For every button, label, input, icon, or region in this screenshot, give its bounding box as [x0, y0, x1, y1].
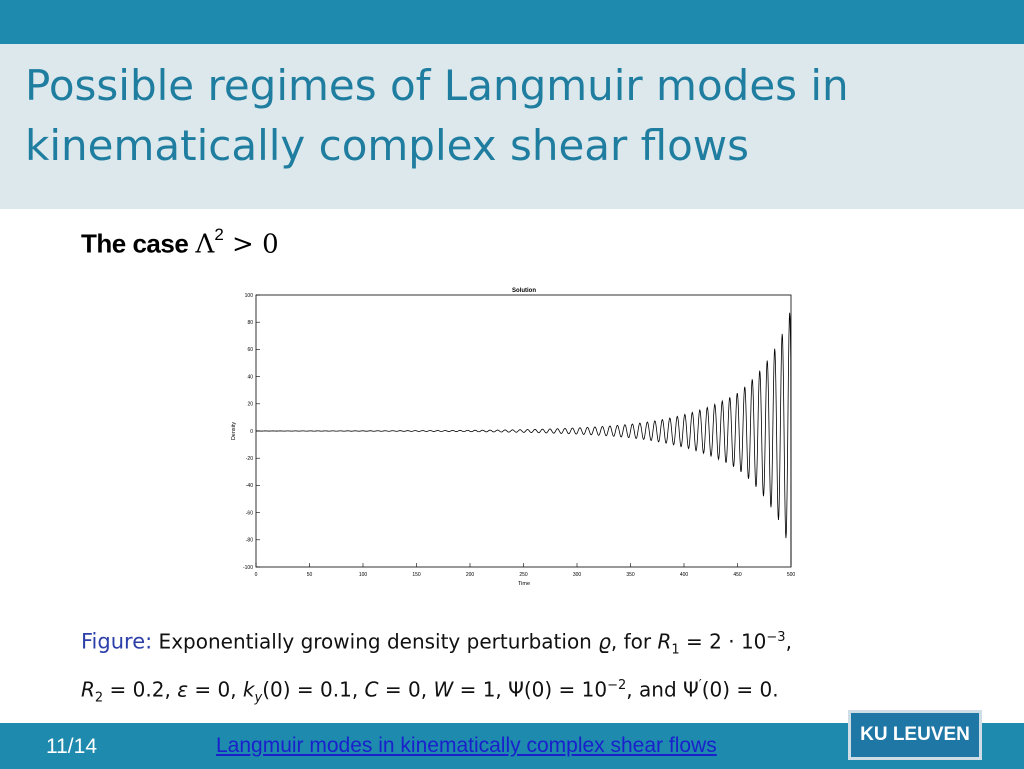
y-axis-label: Density — [231, 421, 237, 441]
y-tick-label: 20 — [247, 401, 253, 408]
caption-text: = 0.2, — [103, 677, 178, 702]
c-symbol: C — [364, 677, 379, 702]
caption-text: Exponentially growing density perturbation — [152, 629, 599, 654]
slide-title: Possible regimes of Langmuir modes in kinematically complex shear flows — [25, 61, 849, 170]
density-series-line — [256, 313, 791, 564]
section-heading-text: The case — [81, 228, 189, 259]
x-tick-label: 450 — [733, 572, 742, 578]
epsilon-symbol: ε — [177, 677, 188, 702]
inequality: > 0 — [223, 229, 279, 260]
exponent: −3 — [766, 630, 786, 645]
x-tick-label: 400 — [679, 572, 689, 578]
y-tick-label: 0 — [250, 428, 253, 435]
lambda-symbol: Λ — [195, 229, 215, 260]
lambda-exponent: 2 — [214, 225, 224, 244]
exponent: −2 — [607, 677, 627, 693]
prime-symbol: ′ — [698, 677, 702, 693]
y-tick-label: 60 — [247, 347, 253, 354]
x-tick-label: 300 — [572, 572, 582, 578]
caption-text: = 0, — [378, 677, 434, 702]
caption-text: , — [785, 629, 792, 654]
r1-subscript: 1 — [671, 642, 680, 658]
figure-label: Figure: — [81, 629, 153, 654]
k-symbol: k — [242, 677, 255, 702]
y-tick-label: -20 — [245, 456, 253, 462]
x-axis-label: Time — [517, 581, 531, 587]
y-tick-label: -40 — [245, 483, 253, 490]
x-tick-label: 250 — [519, 572, 528, 578]
x-axis-ticks — [255, 563, 796, 578]
caption-line-1 — [81, 620, 981, 668]
r2-symbol: R — [81, 677, 95, 702]
x-tick-label: 100 — [358, 572, 368, 578]
section-heading — [81, 225, 279, 260]
y-axis-ticks — [243, 293, 260, 571]
footer-presentation-link[interactable]: Langmuir modes in kinematically complex shear flows — [216, 734, 717, 757]
r1-symbol: R — [657, 629, 672, 654]
x-tick-label: 50 — [306, 572, 313, 578]
x-tick-label: 500 — [786, 572, 796, 578]
caption-text: (0) = 0.1, — [262, 677, 365, 702]
y-tick-label: -80 — [245, 537, 253, 544]
k-subscript: y — [254, 690, 263, 706]
y-tick-label: -100 — [242, 564, 253, 571]
x-tick-label: 150 — [412, 572, 421, 578]
density-chart — [228, 283, 808, 593]
ku-leuven-logo: KU LEUVEN — [848, 710, 982, 760]
w-symbol: W — [433, 677, 454, 702]
y-tick-label: 40 — [247, 374, 253, 381]
x-tick-label: 350 — [626, 572, 635, 578]
caption-text: = 2 · 10 — [679, 629, 767, 654]
caption-text: = 0, — [188, 677, 243, 702]
x-tick-label: 200 — [465, 572, 475, 578]
caption-text: = 1, Ψ(0) = 10 — [453, 677, 608, 702]
caption-text: , for — [610, 629, 658, 654]
y-tick-label: -60 — [245, 510, 253, 517]
rho-symbol: ϱ — [598, 629, 611, 654]
r2-subscript: 2 — [94, 690, 104, 706]
figure-caption — [81, 620, 981, 715]
x-tick-label: 0 — [254, 572, 258, 578]
page-number: 11/14 — [46, 735, 97, 758]
caption-text: (0) = 0. — [701, 677, 779, 702]
caption-line-2 — [81, 668, 981, 716]
y-tick-label: 80 — [247, 320, 253, 326]
y-tick-label: 100 — [244, 292, 253, 299]
chart-title: Solution — [512, 288, 536, 294]
header-bar — [0, 0, 1024, 44]
caption-text: , and Ψ — [626, 677, 699, 702]
